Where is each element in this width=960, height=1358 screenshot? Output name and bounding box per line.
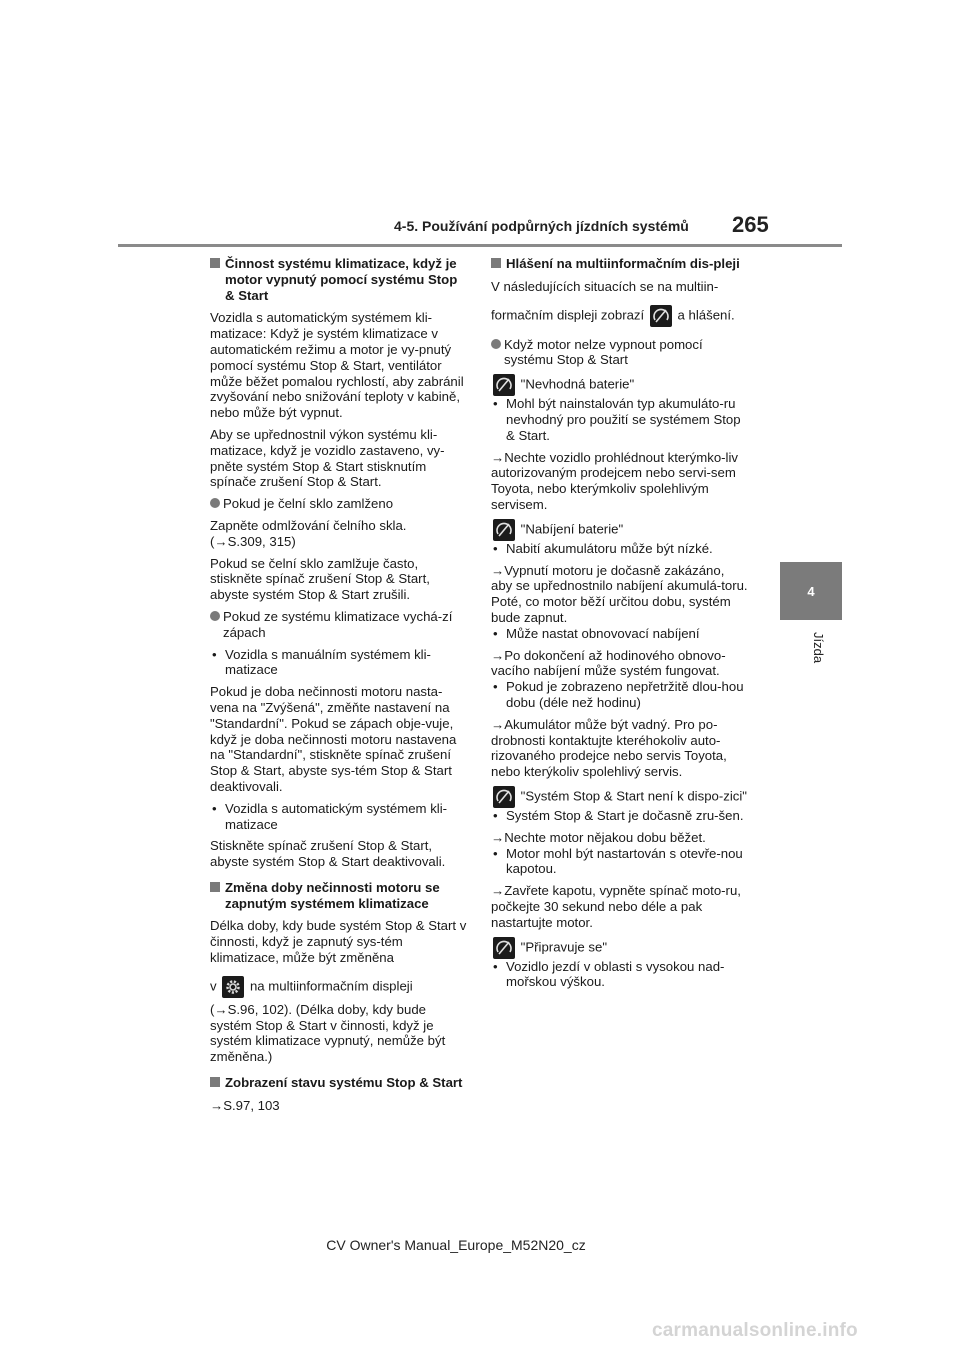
square-bullet-icon	[491, 258, 501, 268]
bullet-item: • Nabití akumulátoru může být nízké.	[493, 540, 713, 556]
bullet-item: • Mohl být nainstalován typ akumuláto-ru nevhodný pro použití se systémem Stop & Start.	[493, 396, 741, 443]
heading-mid-messages: Hlášení na multiinformačním dis-pleji	[491, 256, 749, 272]
arrow-paragraph: →Vypnutí motoru je dočasně zakázáno, aby se upřednostnilo nabíjení akumulá-toru. Poté, co motor běží určitou dobu, systém bude zapnut.	[491, 562, 748, 625]
left-column	[210, 256, 468, 1120]
message-line: "Připravuje se"	[491, 937, 749, 959]
chapter-tab: 4	[780, 562, 842, 620]
paragraph-with-icon: v na multiinformačním displeji	[210, 976, 468, 998]
paragraph: Vozidla s automatickým systémem kli-matizace: Když je systém klimatizace v automatickém režimu a motor je vy-pnutý pomocí systému Stop & Start, ventilátor může běžet pomalou rychlostí, aby zabránil zvyšování nebo snižování teploty v kabině, nebo může být vypnut.	[210, 310, 464, 421]
stop-start-indicator-icon	[493, 786, 515, 808]
stop-start-indicator-icon	[493, 937, 515, 959]
bullet-item: • Motor mohl být nastartován s otevře-nou kapotou.	[493, 845, 743, 877]
bullet-item: • Vozidla s manuálním systémem kli-matizace	[212, 646, 431, 678]
paragraph: V následujících situacích se na multiin-	[491, 278, 719, 294]
heading-ac-stop-start: Činnost systému klimatizace, když je motor vypnutý pomocí systému Stop & Start	[210, 256, 468, 303]
chapter-label: Jízda	[811, 632, 826, 664]
arrow-paragraph: →Po dokončení až hodinového obnovo-vacího nabíjení může systém fungovat.	[491, 647, 726, 679]
section-title: 4-5. Používání podpůrných jízdních systémů	[394, 218, 689, 234]
page-number: 265	[732, 212, 769, 237]
heading-status-display: Zobrazení stavu systému Stop & Start	[210, 1075, 468, 1091]
bullet-item: • Vozidla s automatickým systémem kli-matizace	[212, 800, 448, 832]
arrow-paragraph: →Zavřete kapotu, vypněte spínač moto-ru, počkejte 30 sekund nebo déle a pak nastartujte motor.	[491, 883, 741, 930]
message-line: "Nabíjení baterie"	[491, 519, 749, 541]
bullet-item: • Vozidlo jezdí v oblasti s vysokou nad-mořskou výškou.	[493, 958, 725, 990]
circle-item: Pokud ze systému klimatizace vychá-zí zápach	[210, 609, 468, 641]
right-column	[491, 256, 749, 996]
gear-icon	[222, 976, 244, 998]
paragraph: Délka doby, kdy bude systém Stop & Start v činnosti, když je zapnutý sys-tém klimatizace, může být změněna	[210, 918, 467, 966]
bullet-item: • Může nastat obnovovací nabíjení	[493, 625, 700, 641]
heading-idle-time: Změna doby nečinnosti motoru se zapnutým systémem klimatizace	[210, 880, 468, 912]
square-bullet-icon	[210, 258, 220, 268]
stop-start-indicator-icon	[493, 374, 515, 396]
page-reference: →S.97, 103	[210, 1097, 280, 1113]
stop-start-indicator-icon	[650, 305, 672, 327]
circle-item: Pokud je čelní sklo zamlženo	[210, 496, 468, 512]
footer: CV Owner's Manual_Europe_M52N20_cz	[326, 1237, 586, 1253]
bullet-item: • Systém Stop & Start je dočasně zru-šen.	[493, 807, 744, 823]
watermark: carmanualsonline.info	[652, 1320, 858, 1341]
message-line: "Systém Stop & Start není k dispo-zici"	[491, 786, 749, 808]
circle-item: Když motor nelze vypnout pomocí systému Stop & Start	[491, 337, 749, 369]
circle-bullet-icon	[491, 339, 501, 349]
paragraph: Pokud je doba nečinnosti motoru nasta-vena na "Zvýšená", změňte nastavení na "Standardní". Pokud se zápach obje-vuje, když je doba nečinnosti motoru nastavena na "Standardní", stiskněte spínač zrušení Stop & Start, abyste sys-tém Stop & Start deaktivovali.	[210, 684, 457, 794]
paragraph: Pokud se čelní sklo zamlžuje často, stiskněte spínač zrušení Stop & Start, abyste systém Stop & Start zrušili.	[210, 555, 430, 603]
header-divider	[118, 244, 842, 247]
bullet-item: • Pokud je zobrazeno nepřetržitě dlou-hou dobu (déle než hodinu)	[493, 679, 744, 710]
paragraph: (→S.96, 102). (Délka doby, kdy bude systém Stop & Start v činnosti, když je systém klimatizace vypnutý, nemůže být změněna.)	[210, 1001, 446, 1065]
arrow-paragraph: →Akumulátor může být vadný. Pro po-drobnosti kontaktujte kteréhokoliv auto-rizovaného prodejce nebo servis Toyota, nebo kterýkoliv spolehlivý servis.	[491, 716, 727, 780]
square-bullet-icon	[210, 1077, 220, 1087]
circle-bullet-icon	[210, 611, 220, 621]
paragraph: Zapněte odmlžování čelního skla.	[210, 517, 407, 533]
paragraph: Stiskněte spínač zrušení Stop & Start, abyste systém Stop & Start deaktivovali.	[210, 838, 446, 870]
arrow-paragraph: →Nechte vozidlo prohlédnout kterýmko-liv autorizovaným prodejcem nebo servi-sem Toyota, nebo kterýmkoliv spolehlivým servisem.	[491, 449, 739, 512]
message-line: "Nevhodná baterie"	[491, 374, 749, 396]
page-reference: (→S.309, 315)	[210, 533, 296, 549]
stop-start-indicator-icon	[493, 519, 515, 541]
paragraph: Aby se upřednostnil výkon systému kli-matizace, když je vozidlo zastaveno, vy-pněte systém Stop & Start stisknutím spínače zrušení Stop & Start.	[210, 426, 445, 490]
arrow-paragraph: →Nechte motor nějakou dobu běžet.	[491, 829, 706, 845]
circle-bullet-icon	[210, 498, 220, 508]
square-bullet-icon	[210, 882, 220, 892]
paragraph-with-icon: formačním displeji zobrazí a hlášení.	[491, 305, 749, 327]
